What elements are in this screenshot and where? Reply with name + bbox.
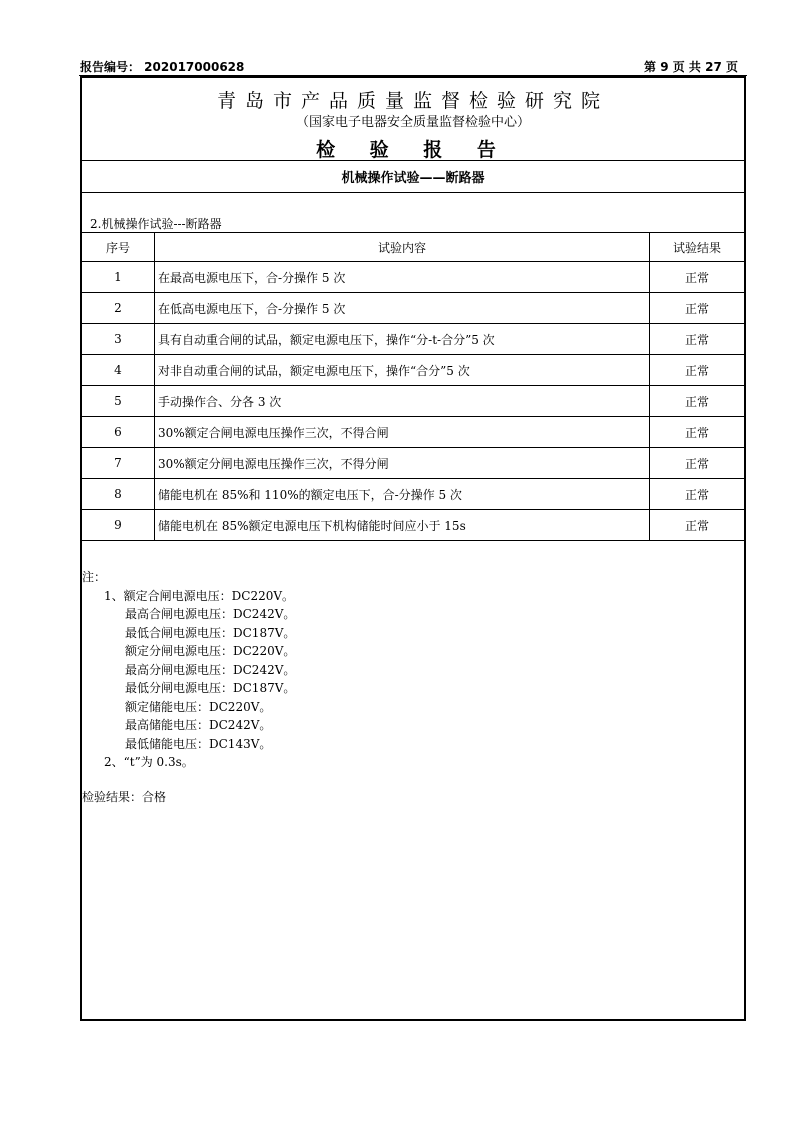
row-result: 正常 (650, 293, 745, 324)
note-line: 1、额定合闸电源电压：DC220V。 (104, 588, 295, 603)
row-no: 1 (82, 262, 155, 293)
table-row (82, 386, 744, 417)
row-result: 正常 (650, 262, 745, 293)
report-number: 报告编号： 202017000628 (80, 60, 245, 74)
divider (82, 160, 744, 161)
note-line: 最低储能电压：DC143V。 (125, 736, 272, 751)
row-content: 手动操作合、分各 3 次 (155, 386, 650, 417)
col-header-result: 试验结果 (650, 233, 745, 262)
row-result: 正常 (650, 448, 745, 479)
table-row (82, 355, 744, 386)
org-subtitle: （国家电子电器安全质量监督检验中心） (295, 115, 530, 130)
row-no: 9 (82, 510, 155, 541)
table-row (82, 448, 744, 479)
row-no: 6 (82, 417, 155, 448)
notes-label: 注： (82, 570, 107, 584)
report-title: 检 验 报 告 (316, 139, 510, 161)
divider (82, 192, 744, 193)
table-header-row (82, 233, 744, 262)
note-line: 最高储能电压：DC242V。 (125, 718, 272, 732)
note-line: 最高分闸电源电压：DC242V。 (125, 662, 296, 677)
note-line: 2、“t”为 0.3s。 (104, 755, 194, 769)
row-content: 具有自动重合闸的试品，额定电源电压下，操作“分-t-合分”5 次 (155, 324, 650, 355)
section-title: 机械操作试验——断路器 (341, 171, 485, 186)
report-frame (80, 76, 746, 1021)
page-info: 第 9 页 共 27 页 (644, 60, 738, 74)
row-result: 正常 (650, 324, 745, 355)
col-header-content: 试验内容 (155, 233, 650, 262)
note-line: 最低合闸电源电压：DC187V。 (125, 625, 296, 640)
row-content: 在低高电源电压下，合-分操作 5 次 (155, 293, 650, 324)
col-header-no: 序号 (82, 233, 155, 262)
table-row (82, 479, 744, 510)
note-line: 额定储能电压：DC220V。 (125, 699, 272, 714)
note-line: 额定分闸电源电压：DC220V。 (125, 644, 296, 658)
row-content: 对非自动重合闸的试品，额定电源电压下，操作“合分”5 次 (155, 355, 650, 386)
notes-block (82, 568, 295, 772)
row-result: 正常 (650, 417, 745, 448)
row-no: 3 (82, 324, 155, 355)
table-row (82, 324, 744, 355)
note-line: 最高合闸电源电压：DC242V。 (125, 607, 296, 621)
row-content: 储能电机在 85%额定电源电压下机构储能时间应小于 15s (155, 510, 650, 541)
note-line: 最低分闸电源电压：DC187V。 (125, 681, 296, 695)
row-result: 正常 (650, 479, 745, 510)
org-name: 青岛市产品质量监督检验研究院 (216, 90, 609, 112)
row-content: 30%额定分闸电源电压操作三次，不得分闸 (155, 448, 650, 479)
row-no: 5 (82, 386, 155, 417)
row-result: 正常 (650, 386, 745, 417)
row-no: 4 (82, 355, 155, 386)
table-row (82, 417, 744, 448)
row-result: 正常 (650, 355, 745, 386)
test-subheading: 2.机械操作试验---断路器 (90, 217, 222, 231)
row-content: 在最高电源电压下，合-分操作 5 次 (155, 262, 650, 293)
table-row (82, 262, 744, 293)
row-content: 30%额定合闸电源电压操作三次，不得合闸 (155, 417, 650, 448)
row-no: 2 (82, 293, 155, 324)
row-content: 储能电机在 85%和 110%的额定电压下，合-分操作 5 次 (155, 479, 650, 510)
row-no: 8 (82, 479, 155, 510)
row-result: 正常 (650, 510, 745, 541)
row-no: 7 (82, 448, 155, 479)
test-items-table (82, 232, 744, 541)
table-row (82, 510, 744, 541)
table-row (82, 293, 744, 324)
inspection-conclusion: 检验结果：合格 (82, 790, 167, 804)
